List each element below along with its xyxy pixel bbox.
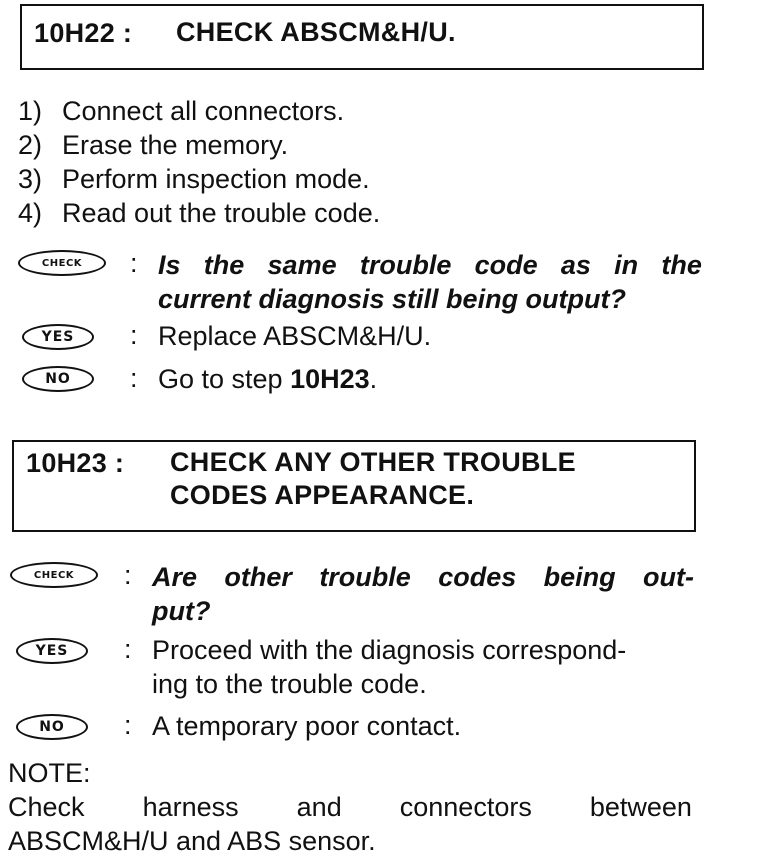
procedure-item: [18, 128, 288, 162]
no-badge-icon: NO: [22, 366, 94, 392]
item-number: 3): [18, 164, 43, 194]
check-question: Are other trouble codes being out- put?: [152, 562, 694, 626]
yes-result: Replace ABSCM&H/U.: [158, 321, 432, 351]
note-label: NOTE:: [8, 758, 91, 788]
check-badge-icon: CHECK: [18, 250, 106, 276]
item-text: Read out the trouble code.: [62, 198, 381, 228]
item-text: Connect all connectors.: [62, 96, 345, 126]
item-text: Perform inspection mode.: [62, 164, 370, 194]
no-badge-icon: NO: [16, 714, 88, 740]
procedure-item: [18, 94, 344, 128]
step-code: 10H22 :: [34, 18, 133, 48]
no-colon: :: [130, 363, 138, 393]
note-body: Check harness and connectors between ABSCM&H/U and ABS sensor.: [8, 792, 692, 856]
yes-badge-icon: YES: [16, 638, 88, 664]
next-step-ref: 10H23: [290, 364, 370, 394]
procedure-item: [18, 196, 380, 230]
no-colon: :: [124, 710, 132, 740]
step-code: 10H23 :: [26, 448, 125, 478]
yes-colon: :: [124, 634, 132, 664]
check-colon: :: [124, 560, 132, 590]
yes-colon: :: [130, 320, 138, 350]
no-result: Go to step 10H23.: [158, 364, 378, 394]
step-10h22-header: [20, 4, 704, 70]
check-badge-icon: CHECK: [10, 562, 98, 588]
yes-result: Proceed with the diagnosis correspond- ing to the trouble code.: [152, 635, 627, 699]
step-10h23-header: [12, 440, 696, 532]
yes-badge-icon: YES: [22, 324, 94, 350]
no-result: A temporary poor contact.: [152, 711, 462, 741]
item-number: 1): [18, 96, 43, 126]
step-title: CHECK ANY OTHER TROUBLE CODES APPEARANCE.: [170, 447, 576, 510]
item-number: 4): [18, 198, 43, 228]
check-question: Is the same trouble code as in the current diagnosis still being output?: [158, 250, 702, 314]
check-colon: :: [130, 248, 138, 278]
item-text: Erase the memory.: [62, 130, 289, 160]
step-title: CHECK ABSCM&H/U.: [176, 17, 456, 47]
procedure-item: [18, 162, 370, 196]
item-number: 2): [18, 130, 43, 160]
